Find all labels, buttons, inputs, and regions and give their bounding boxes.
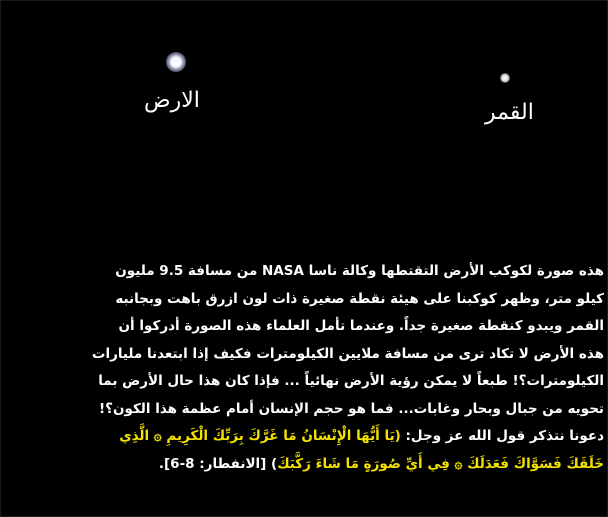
text-line: القمر ويبدو كنقطة صغيرة جداً. وعندما تأمل العلماء هذه الصورة أدركوا أن	[118, 318, 604, 334]
quran-verse: خَلَقَكَ فَسَوَّاكَ فَعَدَلَكَ ۞ فِي أَيِّ صُورَةٍ مَا شَاءَ رَكَّبَكَ	[277, 455, 604, 472]
earth-dot	[166, 52, 186, 72]
text-line: تحويه من جبال وبحار وغابات... فما هو حجم الإنسان أمام عظمة هذا الكون؟!	[98, 400, 604, 417]
space-photo	[0, 0, 608, 230]
text-line-verse-intro	[4, 423, 604, 451]
text-line: كيلو متر، وظهر كوكبنا على هيئة نقطة صغيرة ذات لون ازرق باهت وبجانبه	[115, 290, 604, 307]
quran-verse: (يَا أَيُّهَا الْإِنْسَانُ مَا غَرَّكَ بِرَبِّكَ الْكَرِيمِ ۞ الَّذِي	[119, 428, 401, 444]
article-text	[4, 258, 604, 478]
verse-reference: ) [الانفطار: 8-6].	[158, 455, 278, 472]
moon-label: القمر	[485, 100, 534, 125]
text-line: هذه الأرض لا تكاد ترى من مسافة ملايين الكيلومترات فكيف إذا ابتعدنا مليارات	[91, 345, 604, 362]
text-line-verse-end	[4, 451, 604, 479]
verse-intro: دعونا نتذكر قول الله عز وجل:	[400, 428, 604, 444]
text-line: الكيلومترات؟! طبعاً لا يمكن رؤية الأرض نهائياً ... فإذا كان هذا حال الأرض بما	[98, 373, 604, 389]
text-line: هذه صورة لكوكب الأرض التقتطها وكالة ناسا NASA من مسافة 9.5 مليون	[115, 263, 604, 279]
moon-dot	[500, 73, 510, 83]
earth-label: الارض	[144, 88, 200, 113]
